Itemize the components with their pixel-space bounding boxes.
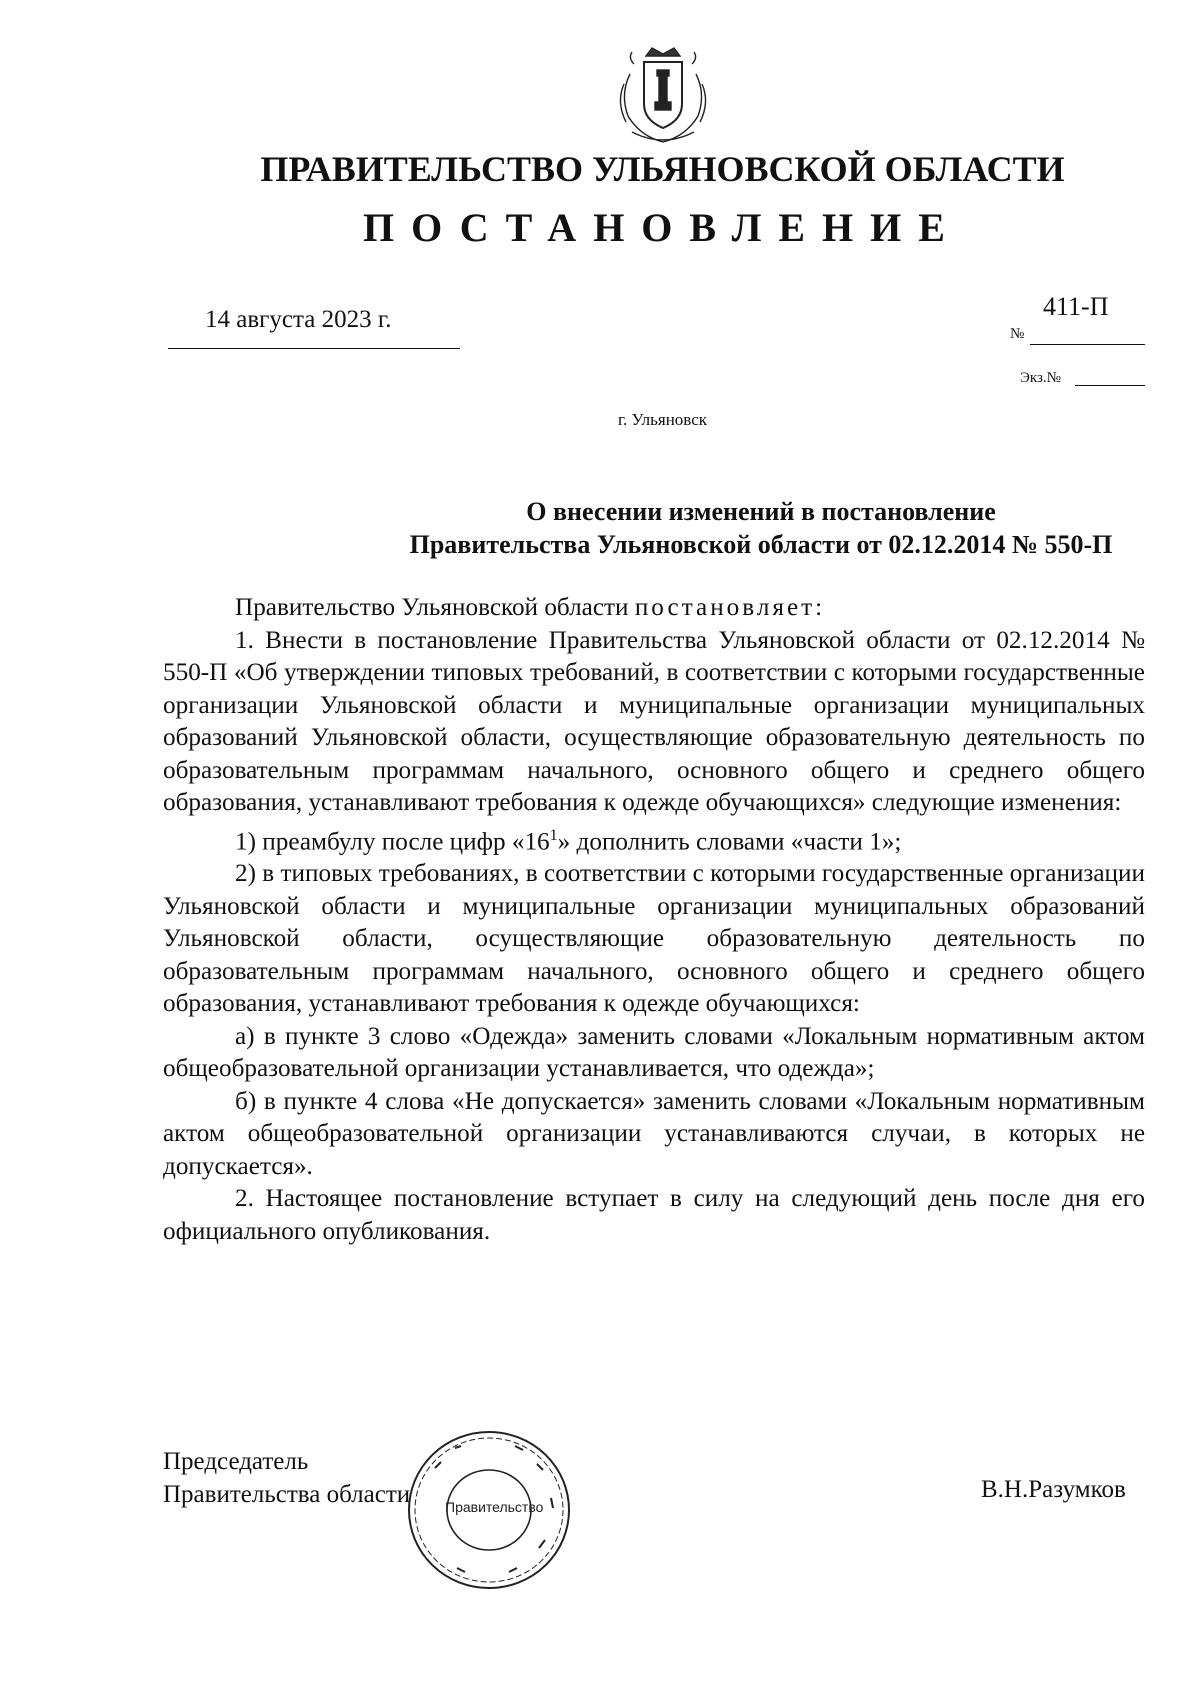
document-subject <box>0 495 1200 561</box>
intro-paragraph <box>163 592 1145 625</box>
date-underline <box>168 348 460 349</box>
signatory-title-line-1: Председатель <box>163 1448 309 1475</box>
intro-verb: постановляет: <box>634 594 826 621</box>
document-type: ПОСТАНОВЛЕНИЕ <box>363 205 962 250</box>
subitem-2: 2) в типовых требованиях, в соответствии с которыми государственные организации Ульяновской области и муниципальные организации муниципальных образований Ульяновской области, осуществляющие образовательную деятельность по образовательным программам начального, основного общего и среднего общего образования, устанавливают требования к одежде обучающихся: <box>163 860 1145 1018</box>
subitem-1-text-start: 1) преамбулу после цифр «16 <box>235 827 550 855</box>
subitem-1-superscript: 1 <box>549 826 558 844</box>
subitem-1 <box>163 820 1145 859</box>
document-number: 411-П <box>1043 292 1109 321</box>
subitem-1-text-end: » дополнить словами «части 1»; <box>557 827 902 855</box>
item-2: 2. Настоящее постановление вступает в силу на следующий день после дня его официального опубликования. <box>163 1185 1145 1245</box>
signatory-name: В.Н.Разумков <box>981 1476 1126 1503</box>
intro-text: Правительство Ульяновской области <box>235 594 635 621</box>
number-underline <box>1030 344 1145 345</box>
document-body <box>163 592 1145 1248</box>
subitem-2b: б) в пункте 4 слова «Не допускается» заменить словами «Локальным нормативным актом общеобразовательной организации устанавливаются случаи, в которых не допускается». <box>163 1087 1145 1180</box>
copy-number-underline <box>1075 385 1145 386</box>
signatory-title <box>163 1445 410 1511</box>
coat-of-arms-icon <box>610 44 716 150</box>
government-title: ПРАВИТЕЛЬСТВО УЛЬЯНОВСКОЙ ОБЛАСТИ <box>260 149 1065 189</box>
copy-number-label: Экз.№ <box>1020 370 1061 386</box>
signatory-title-line-2: Правительства области <box>163 1481 411 1508</box>
subject-line-1: О внесении изменений в постановление <box>526 497 996 526</box>
number-label: № <box>1010 326 1025 342</box>
item-1: 1. Внести в постановление Правительства Ульяновской области от 02.12.2014 № 550-П «Об утверждении типовых требований, в соответствии с которыми государственные организации Ульяновской области и муниципальные организации муниципальных образований Ульяновской области, осуществляющие образовательную деятельность по образовательным программам начального, основного общего и среднего общего образования, устанавливают требования к одежде обучающихся» следующие изменения: <box>163 626 1145 816</box>
seal-text: Правительство <box>445 1499 544 1515</box>
subject-line-2: Правительства Ульяновской области от 02.12.2014 № 550-П <box>409 530 1113 559</box>
subitem-2a: а) в пункте 3 слово «Одежда» заменить словами «Локальным нормативным актом общеобразовательной организации устанавливается, что одежда»; <box>163 1022 1145 1083</box>
document-date: 14 августа 2023 г. <box>205 306 392 333</box>
city: г. Ульяновск <box>617 410 708 429</box>
